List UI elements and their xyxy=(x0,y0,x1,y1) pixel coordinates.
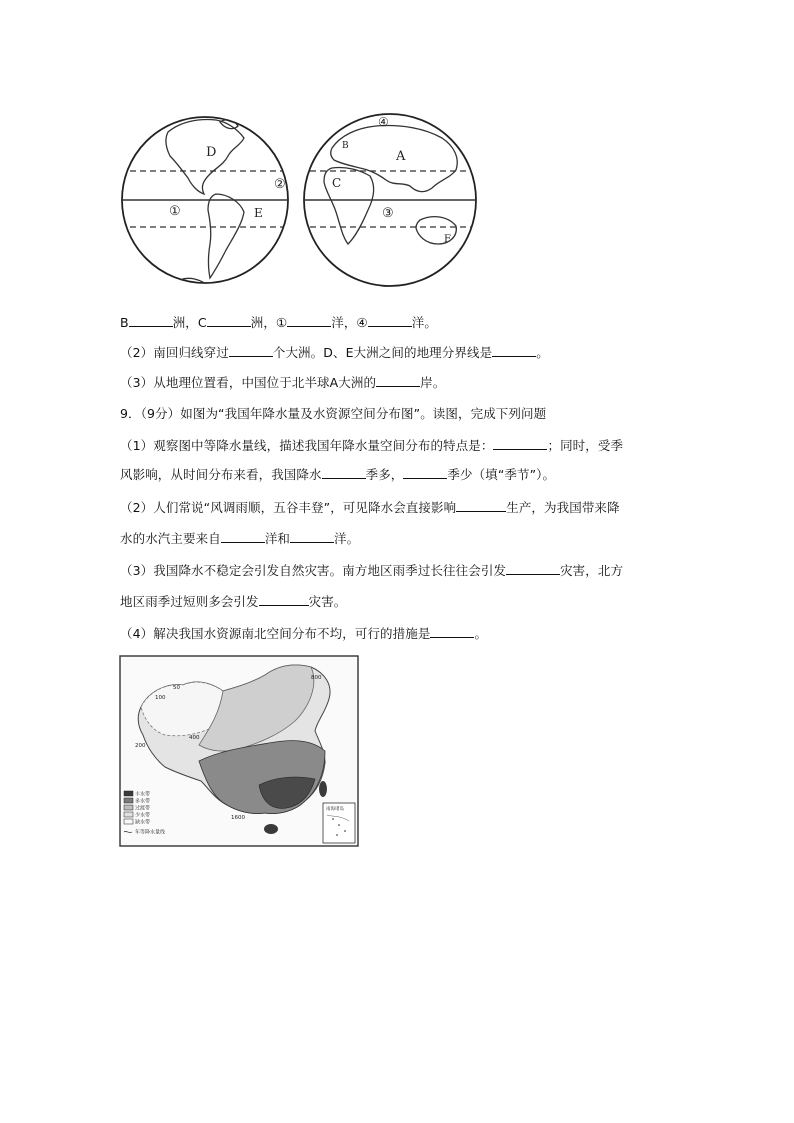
q9-s2-line-1 xyxy=(120,498,620,517)
q8-line-3 xyxy=(120,373,445,392)
q9-s3-line-2 xyxy=(120,592,346,611)
text: 洋和 xyxy=(264,531,291,546)
map-label-e: E xyxy=(254,206,263,220)
text: 个大洲。D、E大洲之间的地理分界线是 xyxy=(272,345,493,360)
map-label-d: D xyxy=(206,145,217,160)
legend-item: 丰水带 xyxy=(135,791,151,798)
text: 。 xyxy=(474,626,488,641)
text: （2）人们常说“风调雨顺，五谷丰登”，可见降水会直接影响 xyxy=(120,500,457,515)
text: 。 xyxy=(536,345,549,360)
answer-blank[interactable] xyxy=(506,561,560,575)
answer-blank[interactable] xyxy=(493,436,547,450)
map-label-1: ① xyxy=(169,204,181,219)
q8-line-1 xyxy=(120,313,437,332)
eastern-hemisphere xyxy=(300,114,480,286)
text: 风影响，从时间分布来看，我国降水 xyxy=(120,467,322,482)
q9-title: 9．（9分）如图为“我国年降水量及水资源空间分布图”。读图，完成下列问题 xyxy=(120,406,547,421)
answer-blank[interactable] xyxy=(229,343,273,357)
isohyet-label: 200 xyxy=(135,743,146,749)
answer-blank[interactable] xyxy=(221,529,265,543)
text: 灾害。 xyxy=(308,594,347,609)
text: （3）从地理位置看，中国位于北半球A大洲的 xyxy=(120,375,377,390)
legend-item: 多水带 xyxy=(135,798,151,805)
legend-item: 过渡带 xyxy=(135,805,151,812)
text: （2）南回归线穿过 xyxy=(120,345,229,360)
legend-isoline: 年等降水量线 xyxy=(135,829,166,836)
text: 季少（填“季节”）。 xyxy=(447,467,556,482)
answer-blank[interactable] xyxy=(207,313,251,327)
text: ；同时，受季 xyxy=(547,438,624,453)
map-label-4: ④ xyxy=(378,115,389,129)
map-label-f: F xyxy=(444,234,451,245)
map-label-b: B xyxy=(342,141,349,151)
text: 季多， xyxy=(365,467,404,482)
answer-blank[interactable] xyxy=(430,624,474,638)
answer-blank[interactable] xyxy=(287,313,331,327)
text: 生产，为我国带来降 xyxy=(506,500,620,515)
answer-blank[interactable] xyxy=(456,498,506,512)
answer-blank[interactable] xyxy=(259,592,309,606)
q9-s3-line-1 xyxy=(120,561,623,580)
text: 水的水汽主要来自 xyxy=(120,531,221,546)
q8-line-2 xyxy=(120,343,549,362)
text: 洋。 xyxy=(411,315,437,330)
text: （3）我国降水不稳定会引发自然灾害。南方地区雨季过长往往会引发 xyxy=(120,563,507,578)
isohyet-label: 400 xyxy=(189,735,200,741)
text: 洋，④ xyxy=(331,315,368,330)
text: （1）观察图中等降水量线，描述我国年降水量空间分布的特点是： xyxy=(120,438,494,453)
south-china-sea-inset xyxy=(323,803,355,843)
inset-label: 南海诸岛 xyxy=(326,807,344,812)
text: B xyxy=(120,315,129,330)
isohyet-label: 50 xyxy=(173,685,180,691)
q9-s1-line-2 xyxy=(120,465,555,484)
world-hemispheres-map xyxy=(120,108,480,292)
map-label-3: ③ xyxy=(382,206,394,221)
answer-blank[interactable] xyxy=(129,313,173,327)
map-label-c: C xyxy=(332,176,342,190)
text: 洋。 xyxy=(334,531,360,546)
q9-s2-line-2 xyxy=(120,529,359,548)
answer-blank[interactable] xyxy=(492,343,536,357)
q9-s1-line-1 xyxy=(120,436,623,455)
answer-blank[interactable] xyxy=(403,465,447,479)
text: （4）解决我国水资源南北空间分布不均，可行的措施是 xyxy=(120,626,431,641)
isohyet-label: 100 xyxy=(155,695,166,701)
text: 地区雨季过短则多会引发 xyxy=(120,594,259,609)
map-label-a: A xyxy=(396,149,406,164)
q9-s4-line xyxy=(120,624,487,643)
text: 岸。 xyxy=(420,375,446,390)
answer-blank[interactable] xyxy=(290,529,334,543)
answer-blank[interactable] xyxy=(322,465,366,479)
western-hemisphere xyxy=(120,117,290,284)
answer-blank[interactable] xyxy=(368,313,412,327)
isohyet-label: 1600 xyxy=(231,815,245,821)
text: 洲，C xyxy=(172,315,207,330)
text: 洲，① xyxy=(250,315,288,330)
map-label-2: ② xyxy=(274,177,286,192)
legend-item: 缺水带 xyxy=(135,819,151,826)
legend-item: 少水带 xyxy=(135,812,151,819)
answer-blank[interactable] xyxy=(376,373,420,387)
text: 灾害，北方 xyxy=(560,563,624,578)
china-precipitation-map xyxy=(119,655,359,847)
isohyet-label: 800 xyxy=(311,675,322,681)
